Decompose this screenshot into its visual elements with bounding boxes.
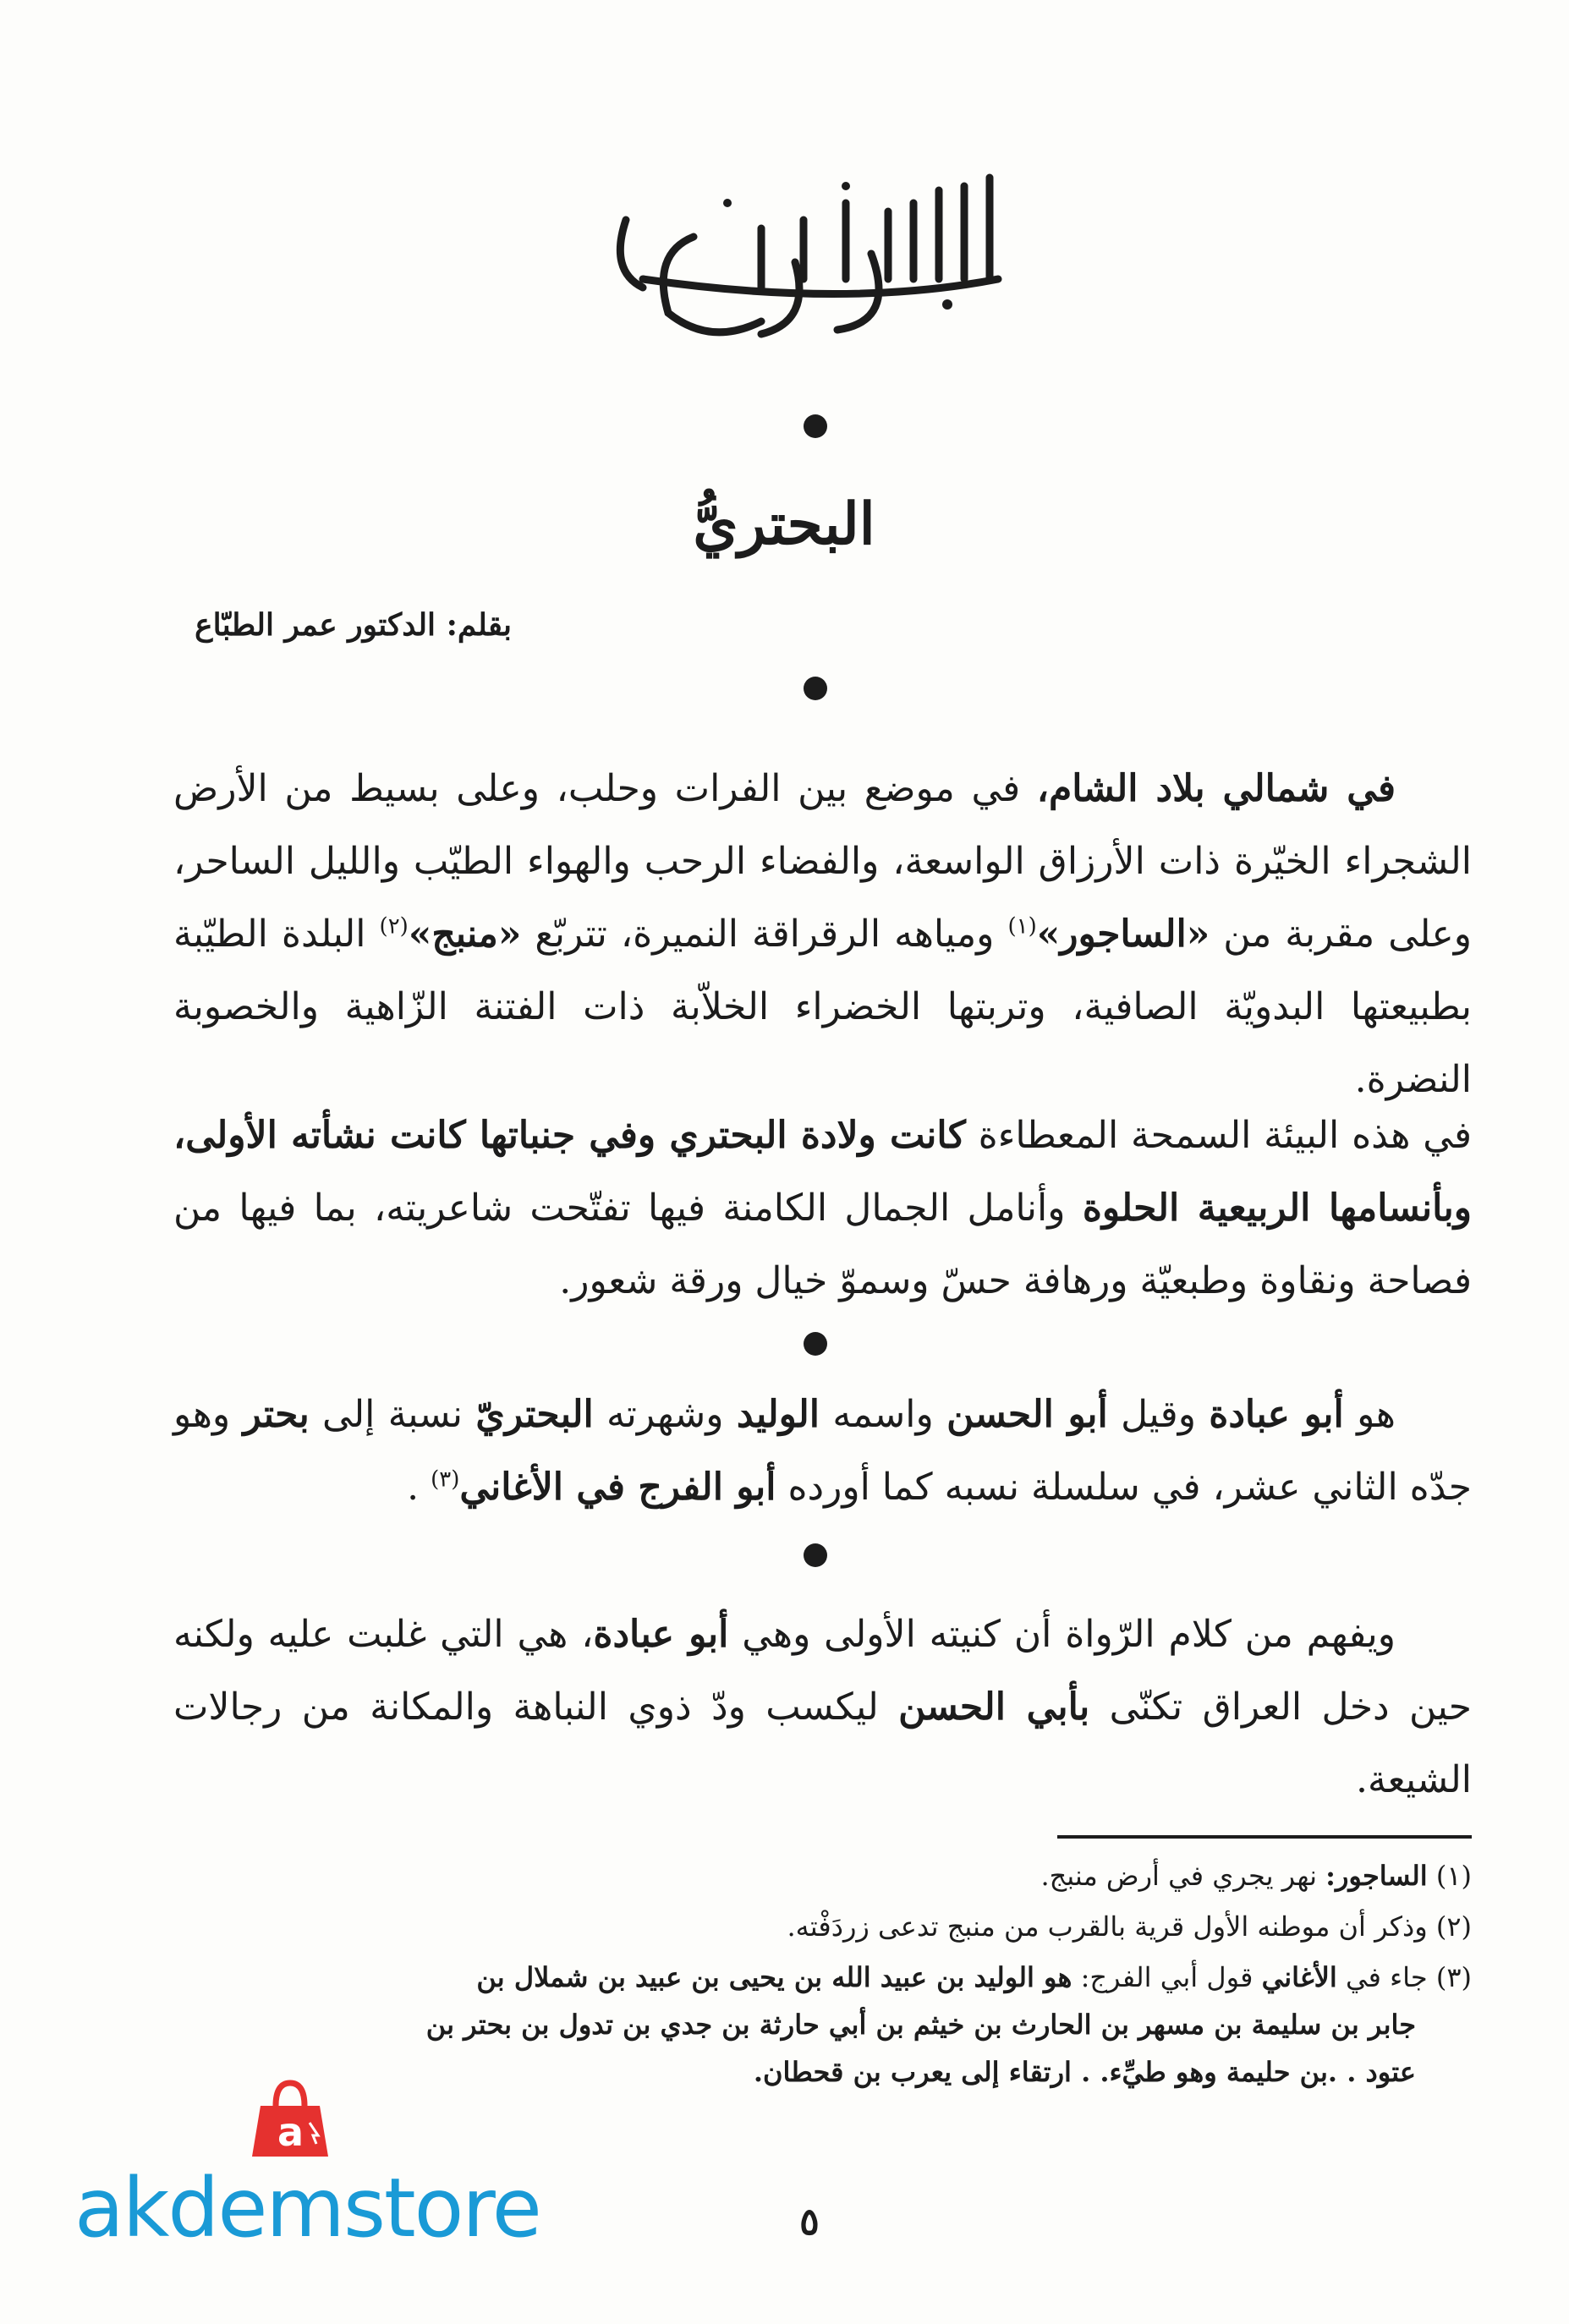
basmala-calligraphy: [592, 152, 1015, 364]
bold-name: بأبي الحسن: [898, 1685, 1090, 1729]
section-bullet: [804, 414, 827, 438]
footnote-3-line-3: عتود . .بن حليمة وهو طيِّء. . ارتقاء إلى يعرب بن قحطان.: [753, 2056, 1416, 2088]
section-bullet: [804, 677, 827, 700]
svg-text:a: a: [277, 2109, 304, 2155]
footnote-divider: [1057, 1835, 1472, 1839]
author-byline: بقلم: الدكتور عمر الطبّاع: [195, 607, 512, 643]
akdemstore-logo: [74, 2076, 540, 2255]
footnote-ref: (١): [1007, 913, 1037, 940]
bold-term: «الساجور»: [1036, 913, 1210, 956]
footnote-3-line-2: جابر بن سليمة بن مسهر بن الحارث بن خيثم بن أبي حارثة بن جدي بن تدول بن بحتر بن: [425, 2009, 1416, 2041]
bold-name: البحتريّ: [475, 1393, 594, 1436]
bold-phrase: كانت ولادة البحتري وفي جنباتها كانت نشأته الأولى، وبأنسامها الربيعية الحلوة: [173, 1114, 1473, 1230]
paragraph-4: ويفهم من كلام الرّواة أن كنيته الأولى وهي أبو عبادة، هي التي غلبت عليه ولكنه حين دخل العراق تكنّى بأبي الحسن ليكسب ودّ ذوي النباهة والمكانة من رجالات الشيعة.: [173, 1613, 1473, 1801]
bold-name: أبو عبادة: [1209, 1393, 1344, 1436]
page-title: البحتريُّ: [693, 491, 875, 558]
footnote-ref: (٣): [431, 1466, 460, 1493]
section-bullet: [804, 1332, 827, 1356]
footnote-ref: (٢): [379, 913, 409, 940]
paragraph-1: في شمالي بلاد الشام، في موضع بين الفرات وحلب، وعلى بسيط من الأرض الشجراء الخيّرة ذات الأرزاق الواسعة، والفضاء الرحب والهواء الطيّب والليل الساحر، وعلى مقربة من «الساجور»$^{(١)}$ ومياهه الرقراقة النميرة، تتربّع «منبج»$^{(٢)}$ البلدة الطيّبة بطبيعتها البدويّة الصافية، وتربتها الخضراء الخلاّبة ذات الفتنة الزّاهية والخصوبة النضرة.: [173, 767, 1473, 1101]
footnote-3: (٣) جاء في الأغاني قول أبي الفرج: هو الوليد بن عبيد الله بن يحيى بن عبيد بن شملال بن جابر بن سليمة بن مسهر بن الحارث بن خيثم بن أبي حارثة بن جدي بن تدول بن بحتر بن عتود . .بن حليمة وهو طيِّء. . ارتقاء إلى يعرب بن قحطان.: [173, 1954, 1472, 2096]
footnote-1: (١) الساجور: نهر يجري في أرض منبج.: [1040, 1860, 1472, 1892]
logo-wordmark: akdemstore: [74, 2161, 540, 2255]
bold-name: أبو الفرج في الأغاني: [459, 1466, 776, 1509]
footnote-2: (٢) وذكر أن موطنه الأول قرية بالقرب من منبج تدعى زردَفْته.: [787, 1910, 1472, 1943]
bold-term: «منبج»: [408, 913, 522, 956]
footnote-number: (١): [1435, 1860, 1472, 1892]
footnote-number: (٣): [1435, 1961, 1472, 1993]
bold-name: الوليد: [736, 1393, 820, 1436]
bold-phrase: في شمالي بلاد الشام،: [1036, 767, 1396, 810]
shopping-bag-icon: [244, 2076, 337, 2161]
paragraph-3: هو أبو عبادة وقيل أبو الحسن واسمه الوليد وشهرته البحتريّ نسبة إلى بحتر وهو جدّه الثاني عشر، في سلسلة نسبه كما أورده أبو الفرج في الأغاني$^{(٣)}$ .: [173, 1393, 1472, 1509]
footnote-term: الساجور:: [1325, 1860, 1428, 1892]
bold-name: بحتر: [243, 1393, 310, 1436]
bold-name: أبو الحسن: [946, 1393, 1108, 1436]
page-number: ٥: [799, 2201, 820, 2244]
paragraph-2: في هذه البيئة السمحة المعطاءة كانت ولادة البحتري وفي جنباتها كانت نشأته الأولى، وبأنسامها الربيعية الحلوة وأنامل الجمال الكامنة فيها تفتّحت شاعريته، بما فيها من فصاحة ونقاوة وطبعيّة ورهافة حسّ وسموّ خيال ورقة شعور.: [173, 1114, 1473, 1302]
section-bullet: [804, 1543, 827, 1567]
footnote-number: (٢): [1435, 1910, 1472, 1943]
footnotes: [173, 1852, 1472, 2099]
bold-name: أبو عبادة: [593, 1613, 729, 1656]
